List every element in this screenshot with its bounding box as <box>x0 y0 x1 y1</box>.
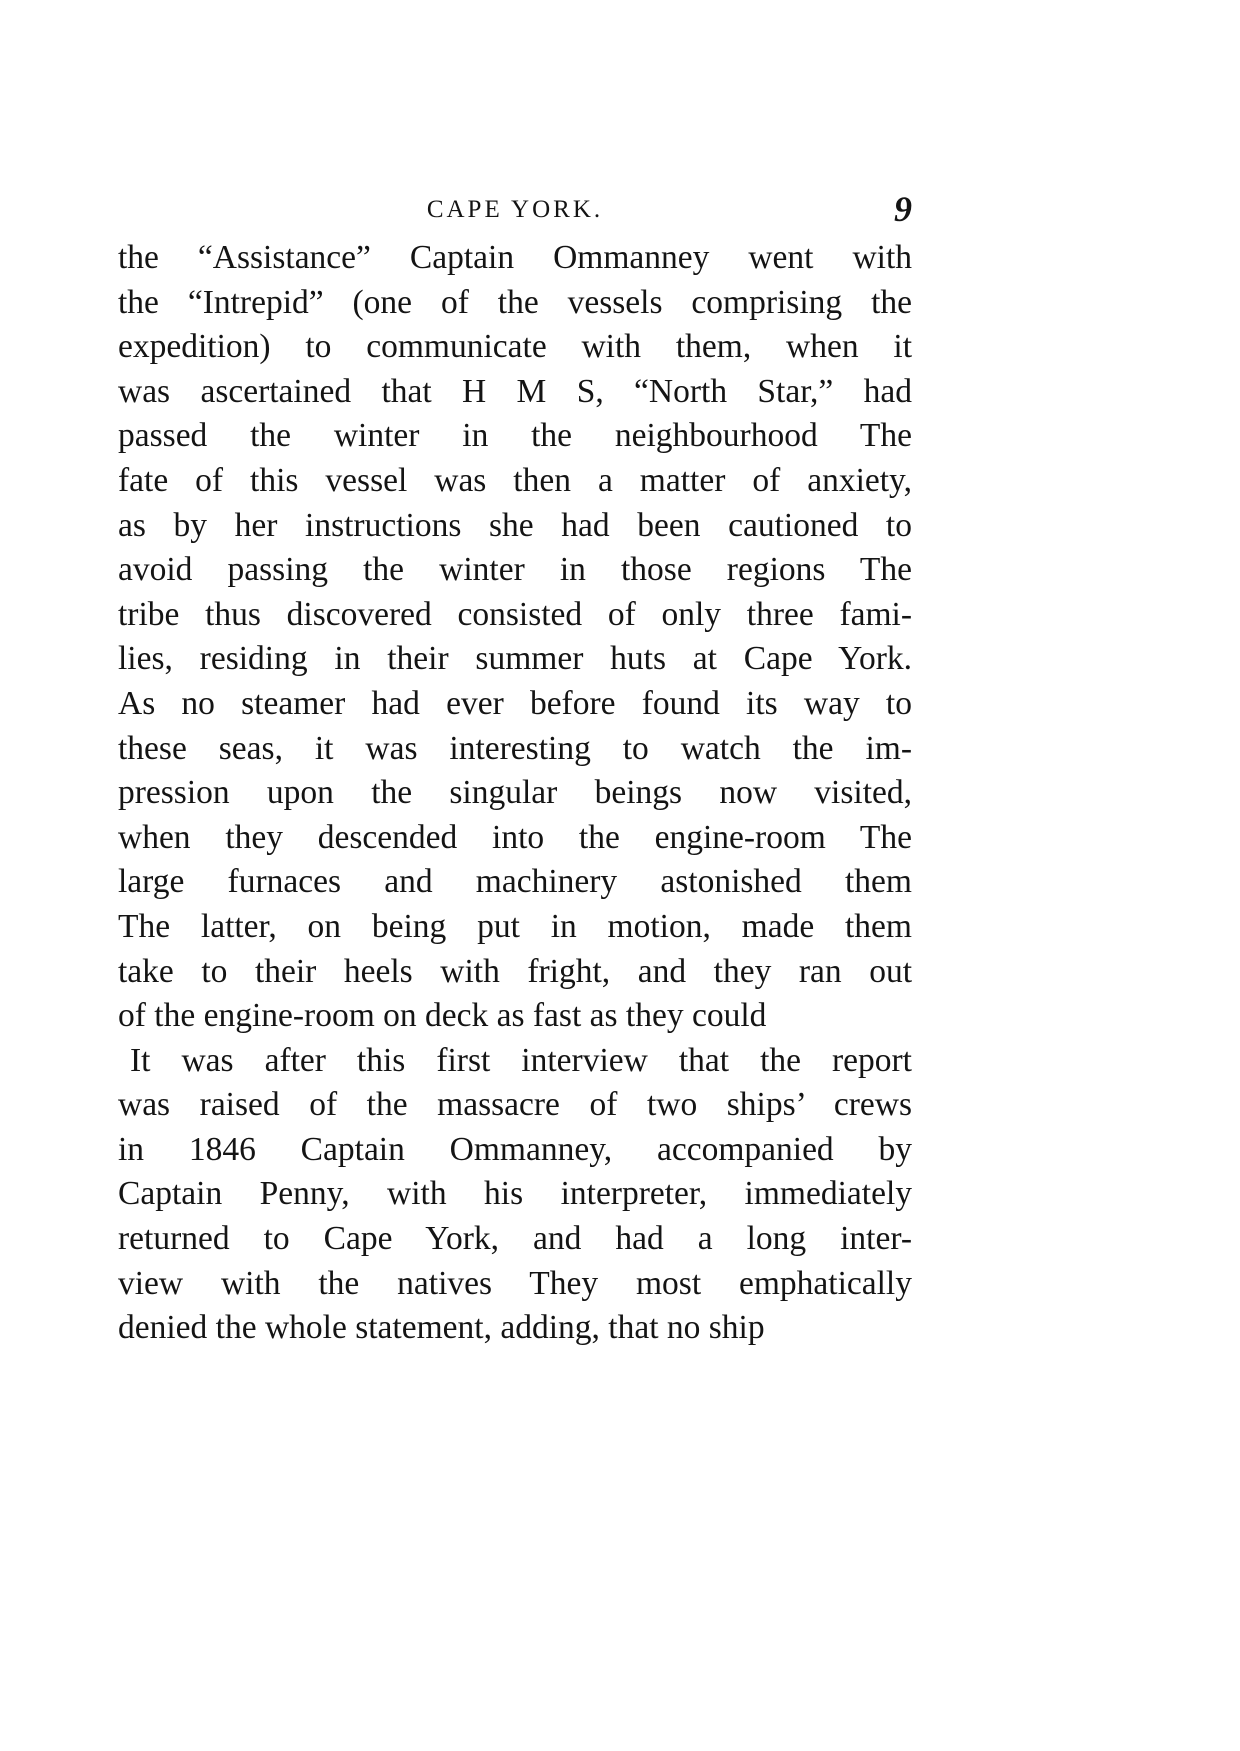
text-line: when they descended into the engine-room The <box>118 818 912 856</box>
text-line: these seas, it was interesting to watch the im- <box>118 729 912 767</box>
text-line: as by her instructions she had been cautioned to <box>118 506 912 544</box>
text-line: It was after this first interview that the report <box>130 1041 912 1079</box>
text-line: of the engine-room on deck as fast as they could <box>118 997 767 1035</box>
page-number: 9 <box>894 189 912 229</box>
text-line: As no steamer had ever before found its way to <box>118 684 912 722</box>
text-line: the “Assistance” Captain Ommanney went with <box>118 239 912 276</box>
text-line: large furnaces and machinery astonished them <box>118 863 912 901</box>
paragraph <box>118 236 912 1039</box>
text-line: was raised of the massacre of two ships’ crews <box>118 1086 912 1124</box>
text-line: take to their heels with fright, and they ran out <box>118 952 912 990</box>
text-line: denied the whole statement, adding, that no ship <box>118 1309 765 1347</box>
text-line: in 1846 Captain Ommanney, accompanied by <box>118 1130 912 1168</box>
text-line: lies, residing in their summer huts at Cape York. <box>118 640 912 678</box>
text-line: the “Intrepid” (one of the vessels comprising the <box>118 283 912 321</box>
running-head: CAPE YORK. <box>426 196 604 223</box>
text-line: was ascertained that H M S, “North Star,” had <box>118 372 912 410</box>
text-line: pression upon the singular beings now visited, <box>118 774 912 812</box>
text-line: Captain Penny, with his interpreter, immediately <box>118 1175 912 1213</box>
text-line: tribe thus discovered consisted of only three fami- <box>118 595 912 633</box>
text-line: returned to Cape York, and had a long inter- <box>118 1220 912 1258</box>
text-line: fate of this vessel was then a matter of anxiety, <box>118 461 912 499</box>
text-line: The latter, on being put in motion, made them <box>118 907 912 945</box>
text-line: expedition) to communicate with them, when it <box>118 328 912 366</box>
paragraph <box>118 1039 912 1351</box>
text-line: view with the natives They most emphatically <box>118 1264 912 1302</box>
page-header <box>118 188 912 228</box>
text-line: passed the winter in the neighbourhood The <box>118 417 912 455</box>
body-text <box>118 236 912 1351</box>
text-line: avoid passing the winter in those regions The <box>118 551 912 589</box>
